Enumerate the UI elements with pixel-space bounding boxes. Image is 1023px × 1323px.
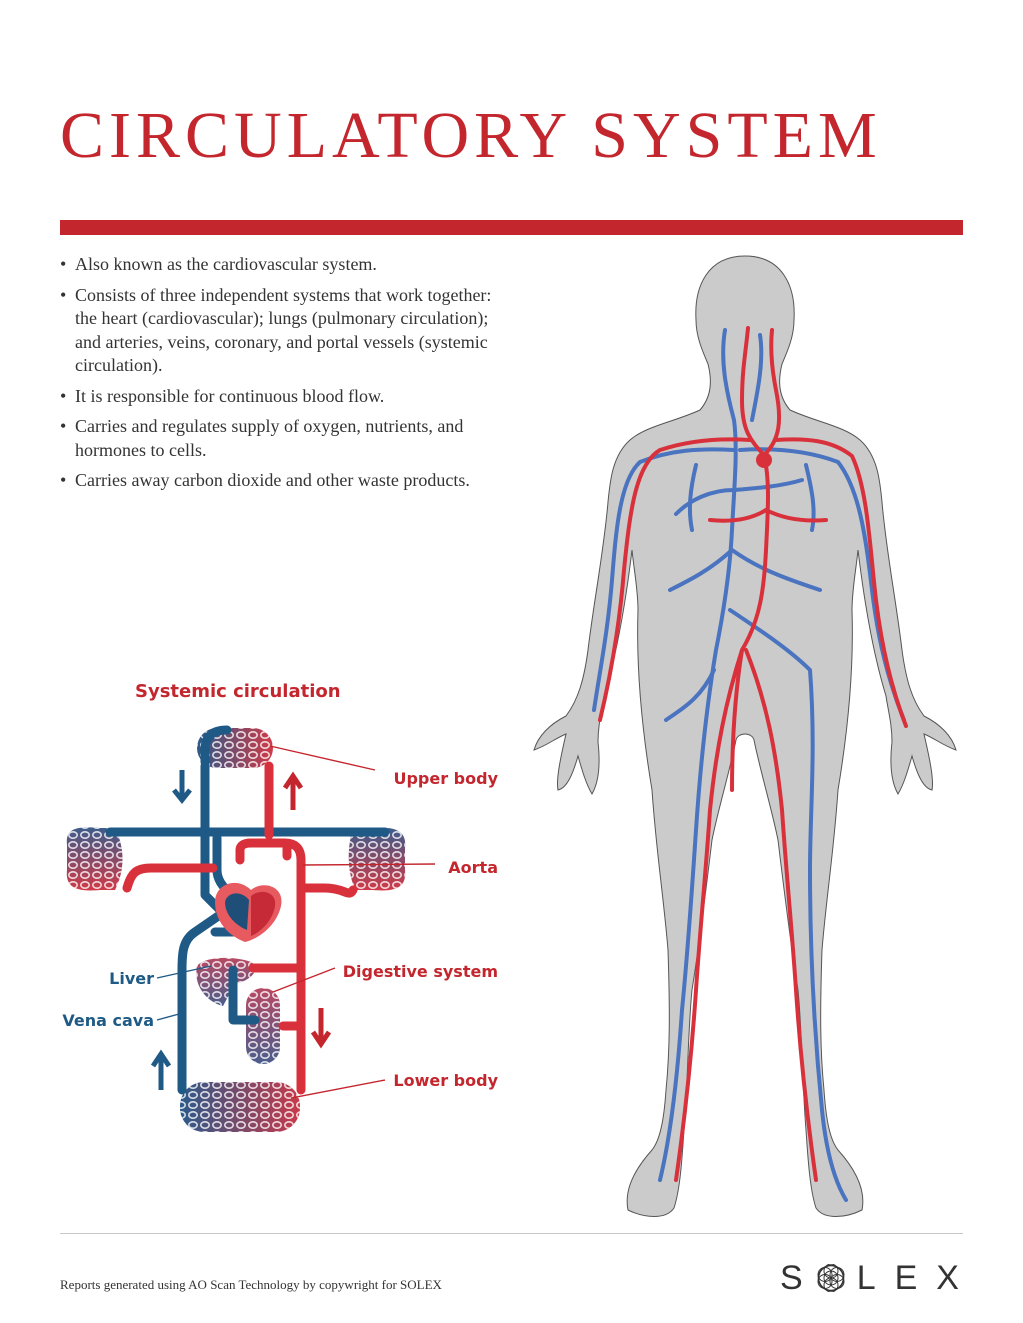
human-body-illustration — [520, 250, 970, 1230]
right-lung-capillaries — [349, 828, 406, 891]
footer-note: Reports generated using AO Scan Technology by copywright for SOLEX — [60, 1277, 442, 1292]
logo-letters-lex: LEX — [856, 1258, 978, 1297]
left-lung-capillaries — [67, 827, 123, 890]
digestive-system-label: Digestive system — [342, 962, 498, 981]
lower-body-label: Lower body — [393, 1071, 498, 1090]
fact-item: • Consists of three independent systems that work together: the heart (cardiovascular); lungs (pulmonary circulation); and arteries, veins, coronary, and portal vessels (systemic circulation). — [60, 284, 500, 378]
systemic-circulation-diagram — [55, 670, 515, 1150]
diagram-title: Systemic circulation — [135, 681, 341, 702]
digestive-capillaries — [246, 988, 280, 1064]
liver-label: Liver — [109, 969, 154, 988]
aorta-label: Aorta — [448, 858, 498, 877]
fact-item: • Carries and regulates supply of oxygen, nutrients, and hormones to cells. — [60, 415, 500, 462]
footer-divider — [60, 1233, 963, 1234]
logo-letter-s: S — [780, 1258, 803, 1297]
title-divider — [60, 220, 963, 235]
solex-mandala-icon — [817, 1264, 845, 1292]
lower-body-capillaries — [180, 1082, 300, 1132]
vena-cava-label: Vena cava — [62, 1011, 154, 1030]
page-title: CIRCULATORY SYSTEM — [60, 99, 882, 173]
solex-logo — [780, 1258, 978, 1298]
facts-list — [60, 253, 500, 500]
fact-item: • Carries away carbon dioxide and other waste products. — [60, 469, 500, 493]
fact-item: • It is responsible for continuous blood flow. — [60, 385, 500, 409]
fact-item: • Also known as the cardiovascular system. — [60, 253, 500, 277]
body-silhouette — [534, 256, 956, 1217]
liver-capillaries — [196, 958, 255, 1006]
upper-body-label: Upper body — [393, 769, 498, 788]
